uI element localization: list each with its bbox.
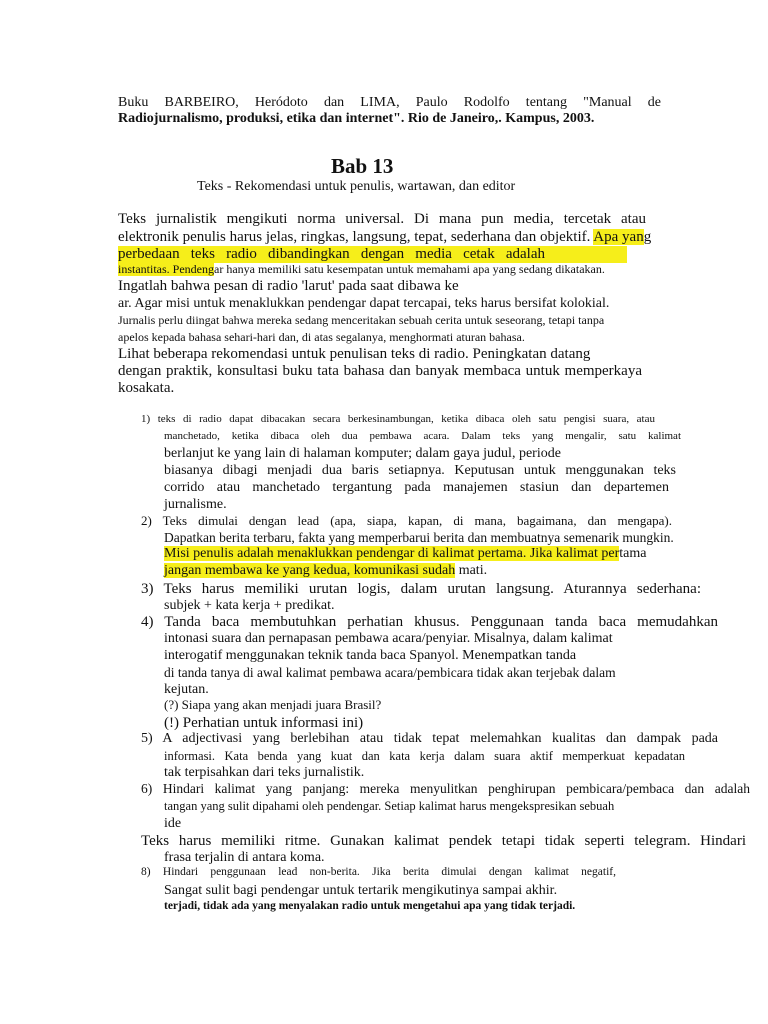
item-1-line-4: biasanya dibagi menjadi dua baris setiapnya. Keputusan untuk menggunakan teks (164, 463, 676, 478)
chapter-title: Bab 13 (331, 154, 394, 178)
intro-line-7: Jurnalis perlu diingat bahwa mereka sedang menceritakan sebuah cerita untuk seseorang, tetapi tanpa (118, 313, 605, 327)
item-1-line-6: jurnalisme. (164, 497, 227, 512)
intro-line-10: dengan praktik, konsultasi buku tata bahasa dan banyak membaca untuk memperkaya (118, 363, 642, 379)
item-2-line-4-tail: mati. (455, 563, 488, 578)
intro-line-2 (118, 229, 651, 246)
item-4-line-5: kejutan. (164, 682, 209, 697)
item-2-line-3 (164, 546, 646, 562)
item-6-line-2: tangan yang sulit dipahami oleh pendengar. Setiap kalimat harus mengekspresikan sebuah (164, 799, 615, 813)
item-2-line-1: 2) Teks dimulai dengan lead (apa, siapa, kapan, di mana, bagaimana, dan mengapa). (141, 513, 672, 528)
highlighted-text: jangan membawa ke yang kedua, komunikasi sudah (164, 563, 456, 578)
item-6-line-3: ide (164, 816, 182, 831)
item-5-line-3: tak terpisahkan dari teks jurnalistik. (164, 765, 365, 780)
intro-line-11: kosakata. (118, 380, 175, 396)
intro-line-2-tail: g (643, 229, 652, 245)
item-4-line-4: di tanda tanya di awal kalimat pembawa acara/pembicara tidak akan terjebak dalam (164, 665, 616, 680)
item-1-line-5: corrido atau manchetado tergantung pada manajemen stasiun dan departemen (164, 480, 669, 495)
item-8-line-2: Sangat sulit bagi pendengar untuk tertarik mengikutinya sampai akhir. (164, 883, 558, 898)
item-7-line-1: Teks harus memiliki ritme. Gunakan kalimat pendek tetapi tidak seperti telegram. Hindari (141, 833, 746, 849)
intro-line-2-text: elektronik penulis harus jelas, ringkas, langsung, tepat, sederhana dan objektif. (118, 229, 594, 245)
item-5-line-1: 5) A adjectivasi yang berlebihan atau tidak tepat melemahkan kualitas dan dampak pada (141, 731, 718, 746)
item-4-line-3: interogatif menggunakan teknik tanda baca Spanyol. Menempatkan tanda (164, 648, 577, 663)
chapter-subtitle: Teks - Rekomendasi untuk penulis, wartawan, dan editor (197, 179, 516, 194)
highlighted-text: instantitas. Pendeng (118, 262, 214, 276)
intro-line-5: Ingatlah bahwa pesan di radio 'larut' pada saat dibawa ke (118, 278, 459, 294)
intro-line-9: Lihat beberapa rekomendasi untuk penulisan teks di radio. Peningkatan datang (118, 346, 591, 362)
item-8-line-3: terjadi, tidak ada yang menyalakan radio untuk mengetahui apa yang tidak terjadi. (164, 900, 576, 912)
intro-line-3-highlight: perbedaan teks radio dibandingkan dengan media cetak adalah (118, 246, 627, 263)
citation-line-2: Radiojurnalismo, produksi, etika dan internet". Rio de Janeiro,. Kampus, 2003. (118, 111, 595, 126)
item-2-line-4 (164, 563, 487, 579)
highlighted-text: Apa yan (593, 229, 644, 245)
item-4-line-2: intonasi suara dan pernapasan pembawa acara/penyiar. Misalnya, dalam kalimat (164, 631, 613, 646)
item-7-line-2: frasa terjalin di antara koma. (164, 850, 325, 865)
citation-line-1: Buku BARBEIRO, Heródoto dan LIMA, Paulo Rodolfo tentang "Manual de (118, 95, 661, 110)
item-2-line-2: Dapatkan berita terbaru, fakta yang memperbarui berita dan membuatnya semenarik mungkin. (164, 530, 674, 545)
item-1-line-3: berlanjut ke yang lain di halaman komputer; dalam gaya judul, periode (164, 446, 561, 461)
intro-line-4-text: ar hanya memiliki satu kesempatan untuk memahami apa yang sedang dikatakan. (214, 262, 605, 276)
item-2-line-3-tail: tama (619, 546, 647, 561)
highlighted-text: Misi penulis adalah menaklukkan pendengar di kalimat pertama. Jika kalimat per (164, 546, 620, 561)
item-4-line-6: (?) Siapa yang akan menjadi juara Brasil? (164, 697, 382, 712)
item-4-line-7: (!) Perhatian untuk informasi ini) (164, 715, 364, 731)
item-5-line-2: informasi. Kata benda yang kuat dan kata kerja dalam suara aktif memperkuat kepadatan (164, 749, 685, 763)
item-1-line-1: 1) teks di radio dapat dibacakan secara berkesinambungan, ketika dibaca oleh satu pengisi suara, atau (141, 413, 655, 425)
item-4-line-1: 4) Tanda baca membutuhkan perhatian khusus. Penggunaan tanda baca memudahkan (141, 614, 718, 630)
item-3-line-2: subjek + kata kerja + predikat. (164, 598, 335, 613)
item-1-line-2: manchetado, ketika dibaca oleh dua pembawa acara. Dalam teks yang mengalir, satu kalimat (164, 430, 681, 442)
intro-line-6: ar. Agar misi untuk menaklukkan pendengar dapat tercapai, teks harus bersifat kolokial. (118, 296, 610, 311)
intro-line-8: apelos kepada bahasa sehari-hari dan, di atas segalanya, menghormati aturan bahasa. (118, 330, 525, 344)
item-8-line-1: 8) Hindari penggunaan lead non-berita. Jika berita dimulai dengan kalimat negatif, (141, 866, 616, 878)
item-6-line-1: 6) Hindari kalimat yang panjang: mereka menyulitkan penghirupan pembicara/pembaca dan adalah (141, 781, 750, 796)
intro-line-4 (118, 263, 605, 277)
item-3-line-1: 3) Teks harus memiliki urutan logis, dalam urutan langsung. Aturannya sederhana: (141, 581, 701, 597)
intro-line-1: Teks jurnalistik mengikuti norma universal. Di mana pun media, tercetak atau (118, 211, 646, 227)
